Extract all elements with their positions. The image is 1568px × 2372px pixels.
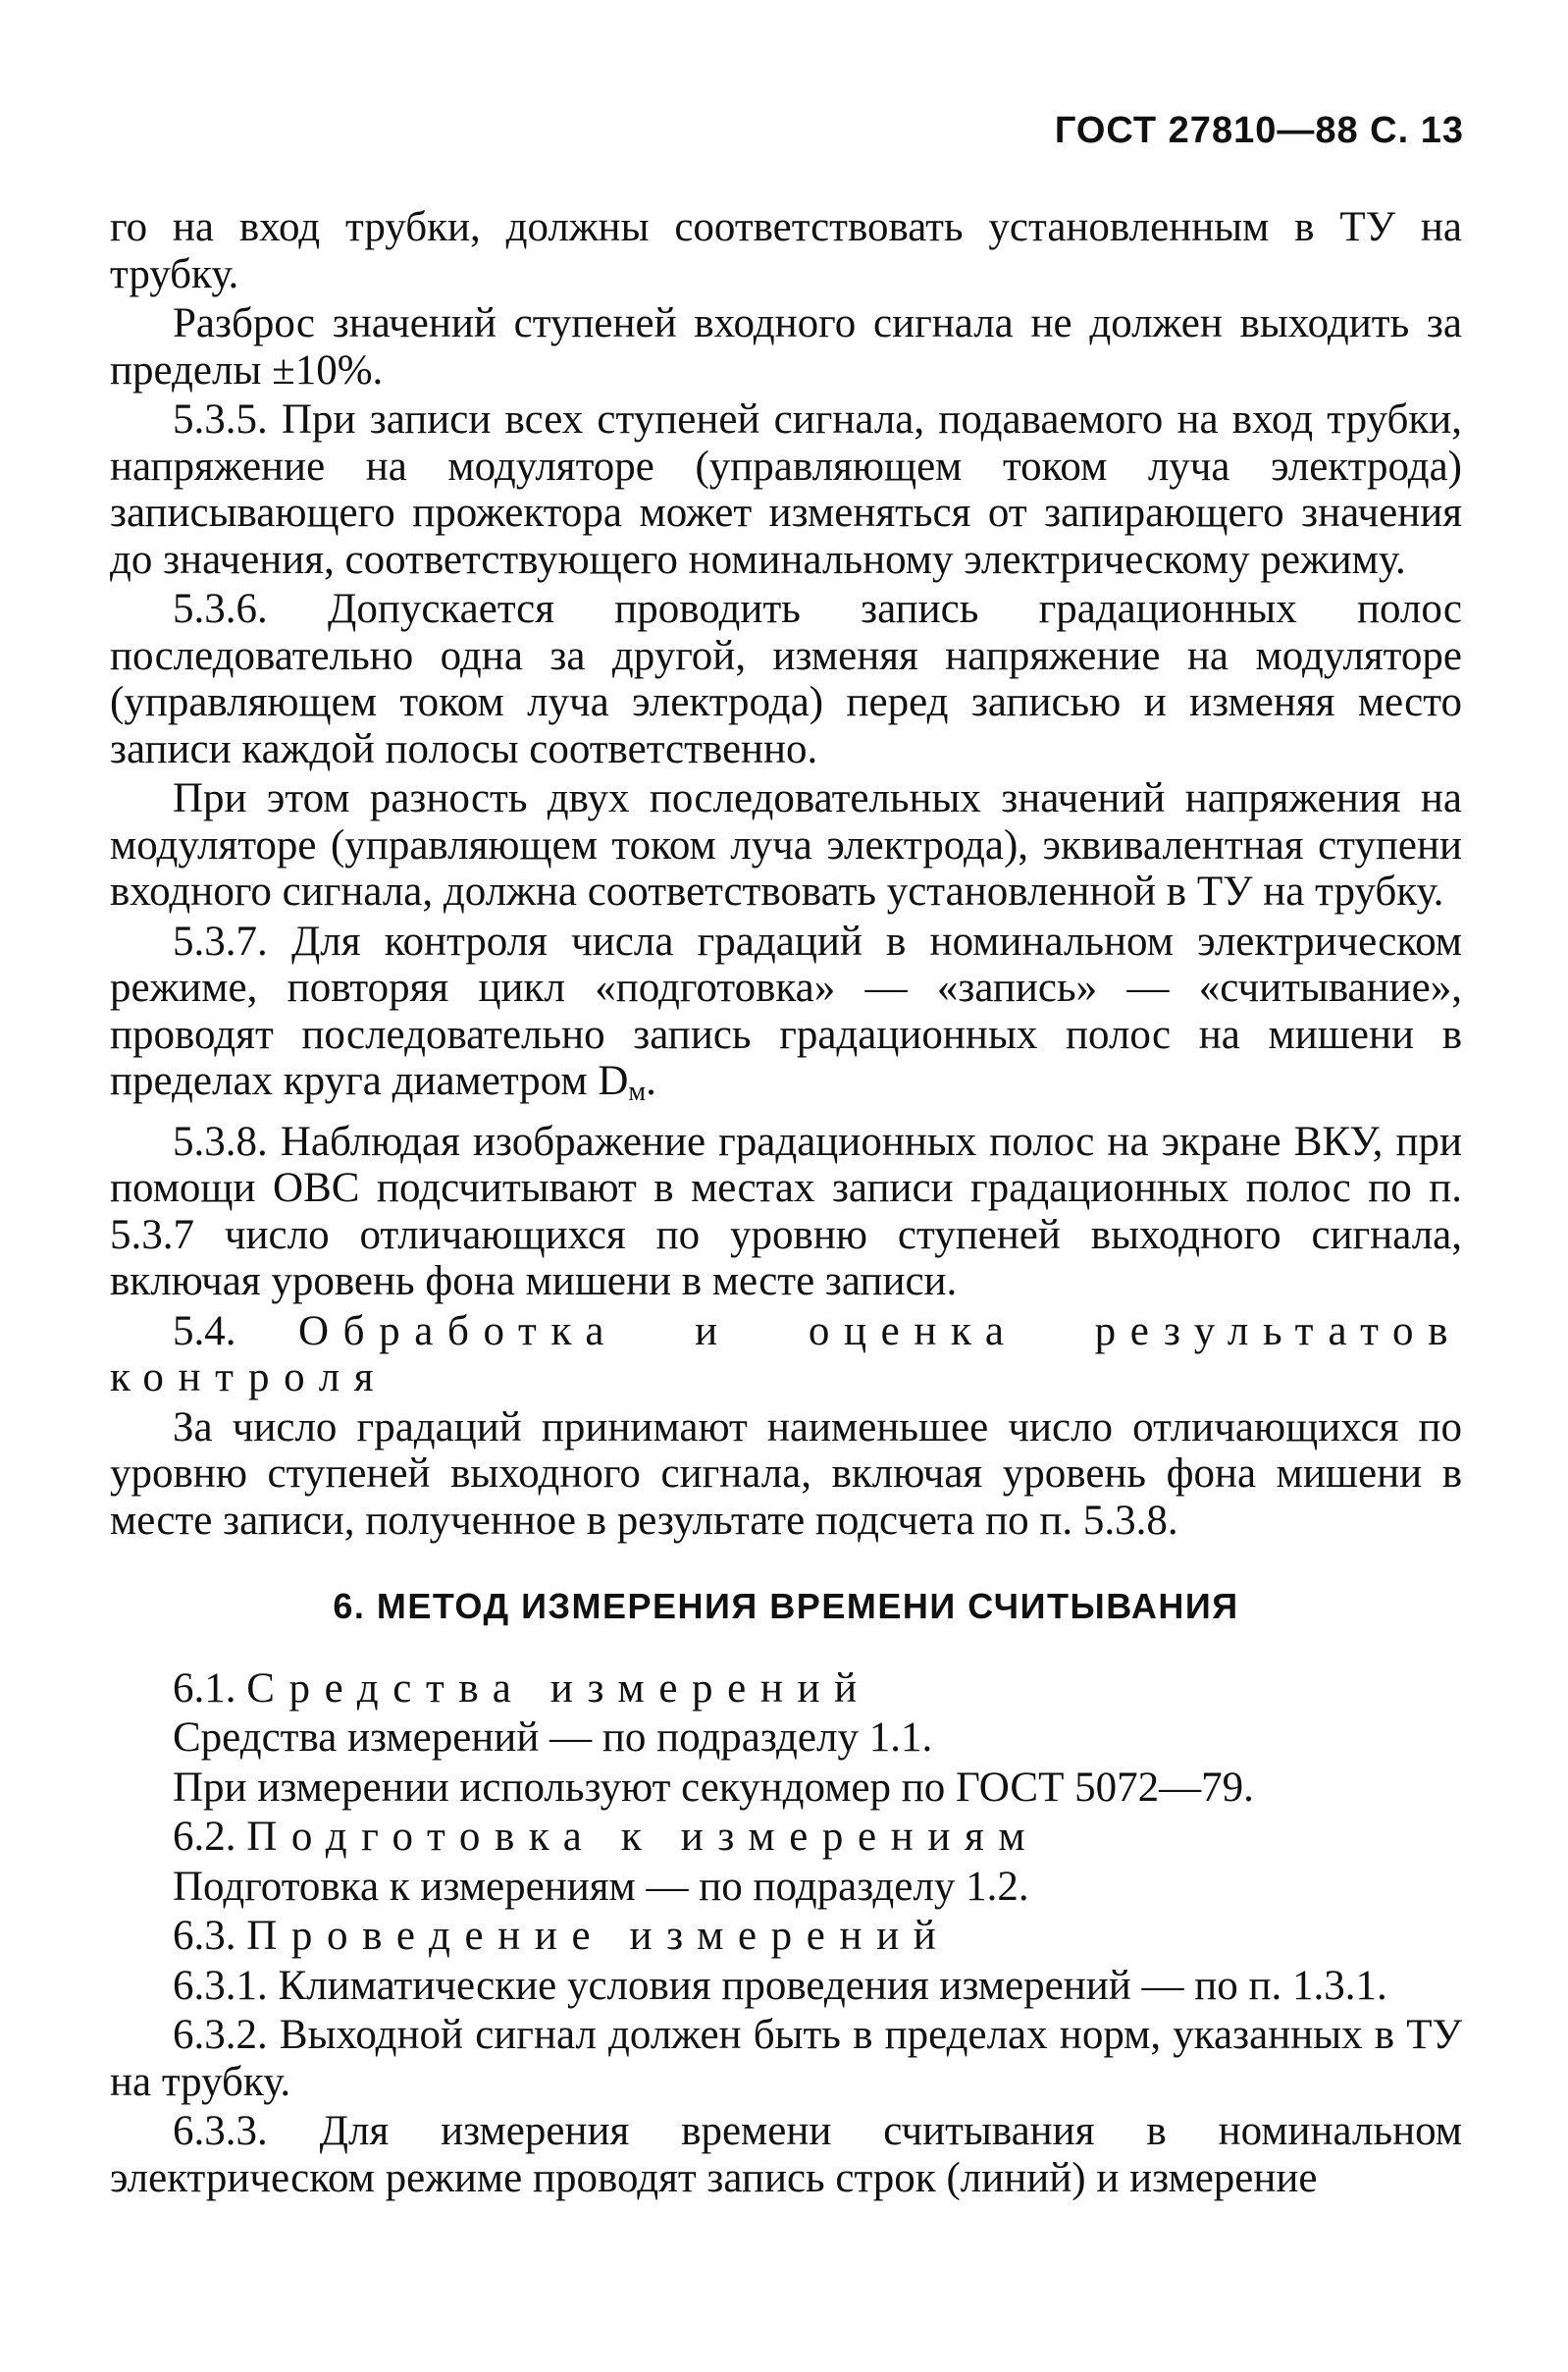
subsection-title: Проведение измерений <box>246 1913 951 1959</box>
subsection-heading-6-3 <box>110 1913 1462 1960</box>
subsection-number: 6.1. <box>173 1664 247 1712</box>
paragraph-6-2-prep: Подготовка к измерениям — по подразделу 1.2. <box>173 1863 1029 1910</box>
paragraph-5-3-7-end: . <box>646 1058 656 1104</box>
paragraph-5-3-8: 5.3.8. Наблюдая изображение градационных полос на экране ВКУ, при помощи ОВС подсчитывают в местах записи градационных полос по п. 5.3.7 число отличающихся по уровню ступеней выходного сигнала, включая уровень фона мишени в месте записи. <box>110 1118 1462 1304</box>
subsection-heading-6-2 <box>110 1814 1462 1861</box>
subsection-heading-5-4 <box>110 1308 1462 1401</box>
page-header: ГОСТ 27810—88 С. 13 <box>1054 110 1464 151</box>
section-title: 6. МЕТОД ИЗМЕРЕНИЯ ВРЕМЕНИ СЧИТЫВАНИЯ <box>333 1586 1239 1626</box>
paragraph-6-3-3: 6.3.3. Для измерения времени считывания в номинальном электрическом режиме проводят запись строк (линий) и измерение <box>110 2108 1462 2201</box>
subsection-title: Обработка и оценка результатов контроля <box>110 1307 1463 1400</box>
subsection-number: 6.2. <box>173 1814 247 1860</box>
paragraph-spread: Разброс значений ступеней входного сигнала не должен выходить за пределы ±10%. <box>110 300 1462 394</box>
paragraph-5-3-6: 5.3.6. Допускается проводить запись градационных полос последовательно одна за другой, изменяя напряжение на модуляторе (управляющем током луча электрода) перед записью и изменяя место записи каждой полосы соответственно. <box>110 586 1462 772</box>
paragraph-5-3-7-text: 5.3.7. Для контроля числа градаций в номинальном электрическом режиме, повторяя цикл «подготовка» — «запись» — «считывание», проводят последовательно запись градационных полос на мишени в пределах круга диаметром D <box>110 918 1462 1104</box>
document-body <box>110 204 1462 2204</box>
paragraph-voltage-difference: При этом разность двух последовательных значений напряжения на модуляторе (управляющем током луча электрода), эквивалентная ступени входного сигнала, должна соответствовать установленной в ТУ на трубку. <box>110 775 1462 915</box>
diameter-subscript: м <box>628 1077 647 1107</box>
paragraph-gradation-count: За число градаций принимают наименьшее число отличающихся по уровню ступеней выходного сигнала, включая уровень фона мишени в месте записи, полученное в результате подсчета по п. 5.3.8. <box>110 1403 1462 1544</box>
paragraph-6-1-stopwatch: При измерении используют секундомер по ГОСТ 5072—79. <box>173 1764 1254 1811</box>
paragraph-5-3-5: 5.3.5. При записи всех ступеней сигнала, подаваемого на вход трубки, напряжение на модуляторе (управляющем током луча электрода) записывающего прожектора может изменяться от запирающего значения до значения, соответствующего номинальному электрическому режиму. <box>110 396 1462 583</box>
paragraph-6-3-1: 6.3.1. Климатические условия проведения измерений — по п. 1.3.1. <box>173 1962 1387 2009</box>
subsection-number: 6.3. <box>173 1913 247 1959</box>
subsection-title: Средства измерений <box>246 1664 871 1712</box>
paragraph-continuation: го на вход трубки, должны соответствовать установленным в ТУ на трубку. <box>110 204 1462 297</box>
subsection-title: Подготовка к измерениям <box>246 1814 1040 1860</box>
paragraph-6-1-tools: Средства измерений — по подразделу 1.1. <box>173 1714 933 1761</box>
paragraph-5-3-7 <box>110 919 1462 1116</box>
paragraph-6-3-2: 6.3.2. Выходной сигнал должен быть в пределах норм, указанных в ТУ на трубку. <box>110 2012 1462 2105</box>
subsection-number: 5.4. <box>173 1307 298 1354</box>
subsection-heading-6-1 <box>110 1665 1462 1713</box>
